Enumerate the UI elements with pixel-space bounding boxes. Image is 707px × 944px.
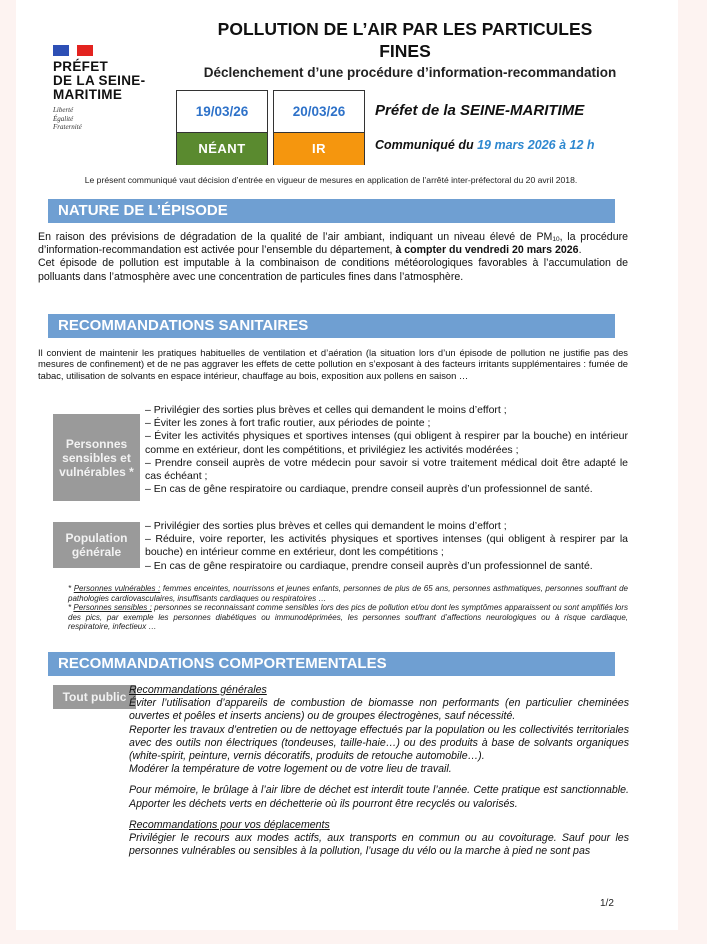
memo-paragraph: Pour mémoire, le brûlage à l’air libre de déchet est interdit toute l’année. Cette pratique est sanctionnable. Apporter les déchets verts en déchetterie où ils pourront être recyclés ou valorisés. (129, 784, 629, 810)
general-heading: Recommandations générales (129, 684, 267, 696)
section-header-nature: NATURE DE L’ÉPISODE (48, 199, 615, 223)
day-date: 20/03/26 (274, 91, 364, 133)
list-item: – Privilégier des sorties plus brèves et celles qui demandent le moins d’effort ; (145, 520, 507, 532)
section-header-comportementales: RECOMMANDATIONS COMPORTEMENTALES (48, 652, 615, 676)
french-flag-logo-icon (53, 45, 93, 56)
nature-paragraph: En raison des prévisions de dégradation de la qualité de l’air ambiant, indiquant un niveau élevé de $PM_{10}$, la procédure d’information-recommandation est activée pour l’ensemble du département, à compter du vendredi 20 mars 2026. Cet épisode de pollution est imputable à la combinaison de conditions météorologiques favorables à l’accumulation de polluants dans l’atmosphère avec une concentration de particules fines dans l’atmosphère. (38, 231, 629, 283)
section-header-sanitaires: RECOMMANDATIONS SANITAIRES (48, 314, 615, 338)
recommendation-list-population (145, 520, 628, 573)
list-item: – Réduire, voire reporter, les activités physiques et sportives intenses (qui obligent à respirer par la bouche) en intérieur comme en extérieur, dont les compétitions ; (145, 533, 628, 559)
document-subtitle: Déclenchement d’une procédure d’information-recommandation (203, 65, 617, 80)
decision-notice: Le présent communiqué vaut décision d’entrée en vigueur de mesures en application de l’arrêté inter-préfectoral du 20 avril 2018. (84, 175, 578, 185)
note-vulnerables: * Personnes vulnérables : femmes enceintes, nourrissons et jeunes enfants, personnes de plus de 65 ans, personnes asthmatiques, personnes souffrant de pathologies cardiovasculaires, insuffisants cardiaques ou respiratoires … (68, 584, 628, 603)
prefecture-logo-text: PRÉFET DE LA SEINE- MARITIME (53, 59, 146, 102)
page-number: 1/2 (600, 898, 614, 909)
communique-date: Communiqué du 19 mars 2026 à 12 h (375, 138, 595, 152)
behavioral-recommendations: Recommandations générales Éviter l’utilisation d’appareils de combustion de biomasse non performants (en particulier cheminées ouvertes et poêles et inserts anciens) ou de groupes électrogènes, sauf nécessité. Reporter les travaux d’entretien ou de nettoyage effectués par la population ou les collectivités territoriales avec des outils non électriques (tondeuses, taille-haie…) ou des produits à base de solvants organiques (white-spirit, peinture, vernis décoratifs, produits de retouche automobile…). Modérer la température de votre logement ou de votre lieu de travail. Pour mémoire, le brûlage à l’air libre de déchet est interdit toute l’année. Cette pratique est sanctionnable. Apporter les déchets verts en déchetterie où ils pourront être recyclés ou valorisés. Recommandations pour vos déplacements Privilégier le recours aux modes actifs, aux transports en commun ou au covoiturage. Sauf pour les personnes vulnérables ou sensibles à la pollution, l’usage du vélo ou la marche à pied ne sont pas (129, 684, 629, 858)
group-label-population: Population générale (53, 522, 140, 568)
prefet-heading: Préfet de la SEINE-MARITIME (375, 102, 585, 119)
alert-level-badge: NÉANT (177, 133, 267, 165)
list-item: – Éviter les zones à fort trafic routier, aux périodes de pointe ; (145, 417, 431, 430)
group-label-sensibles: Personnes sensibles et vulnérables * (53, 414, 140, 501)
republic-motto: Liberté Égalité Fraternité (53, 106, 82, 131)
document-title: POLLUTION DE L’AIR PAR LES PARTICULES FINES (217, 19, 593, 61)
audience-label: Tout public (53, 685, 136, 709)
day-box-1 (176, 90, 268, 165)
list-item: – Éviter les activités physiques et sportives intenses (qui obligent à respirer par la bouche) en intérieur comme en extérieur, dont les compétitions, et privilégiez les activités modérées ; (145, 430, 628, 456)
list-item: – En cas de gêne respiratoire ou cardiaque, prendre conseil auprès d’un professionnel de santé. (145, 559, 593, 572)
day-box-2 (273, 90, 365, 165)
alert-level-badge: IR (274, 133, 364, 165)
list-item: – Privilégier des sorties plus brèves et celles qui demandent le moins d’effort ; (145, 404, 507, 416)
list-item: – Prendre conseil auprès de votre médecin pour savoir si votre traitement médical doit être adapté le cas échéant ; (145, 456, 628, 483)
list-item: – En cas de gêne respiratoire ou cardiaque, prendre conseil auprès d’un professionnel de santé. (145, 483, 593, 496)
recommendation-list-sensibles (145, 404, 628, 496)
sanitaires-intro: Il convient de maintenir les pratiques habituelles de ventilation et d’aération (la situation lors d’un épisode de pollution ne justifie pas des mesures de confinement) et de ne pas aggraver les effets de cette pollution en s’exposant à des facteurs irritants supplémentaires : fumée de tabac, utilisation de solvants en espace intérieur, chauffage au bois, exposition aux pollens en saison … (38, 347, 628, 381)
note-sensibles: * Personnes sensibles : personnes se reconnaissant comme sensibles lors des pics de pollution et/ou dont les symptômes apparaissent ou sont amplifiés lors des pics, par exemple les personnes diabétiques ou immunodéprimées, les personnes souffrant d’affections neurologiques ou à risque cardiaque, respiratoire, infectieux … (68, 603, 628, 632)
deplacements-heading: Recommandations pour vos déplacements (129, 818, 330, 831)
definitions-notes (38, 584, 628, 632)
day-date: 19/03/26 (177, 91, 267, 133)
